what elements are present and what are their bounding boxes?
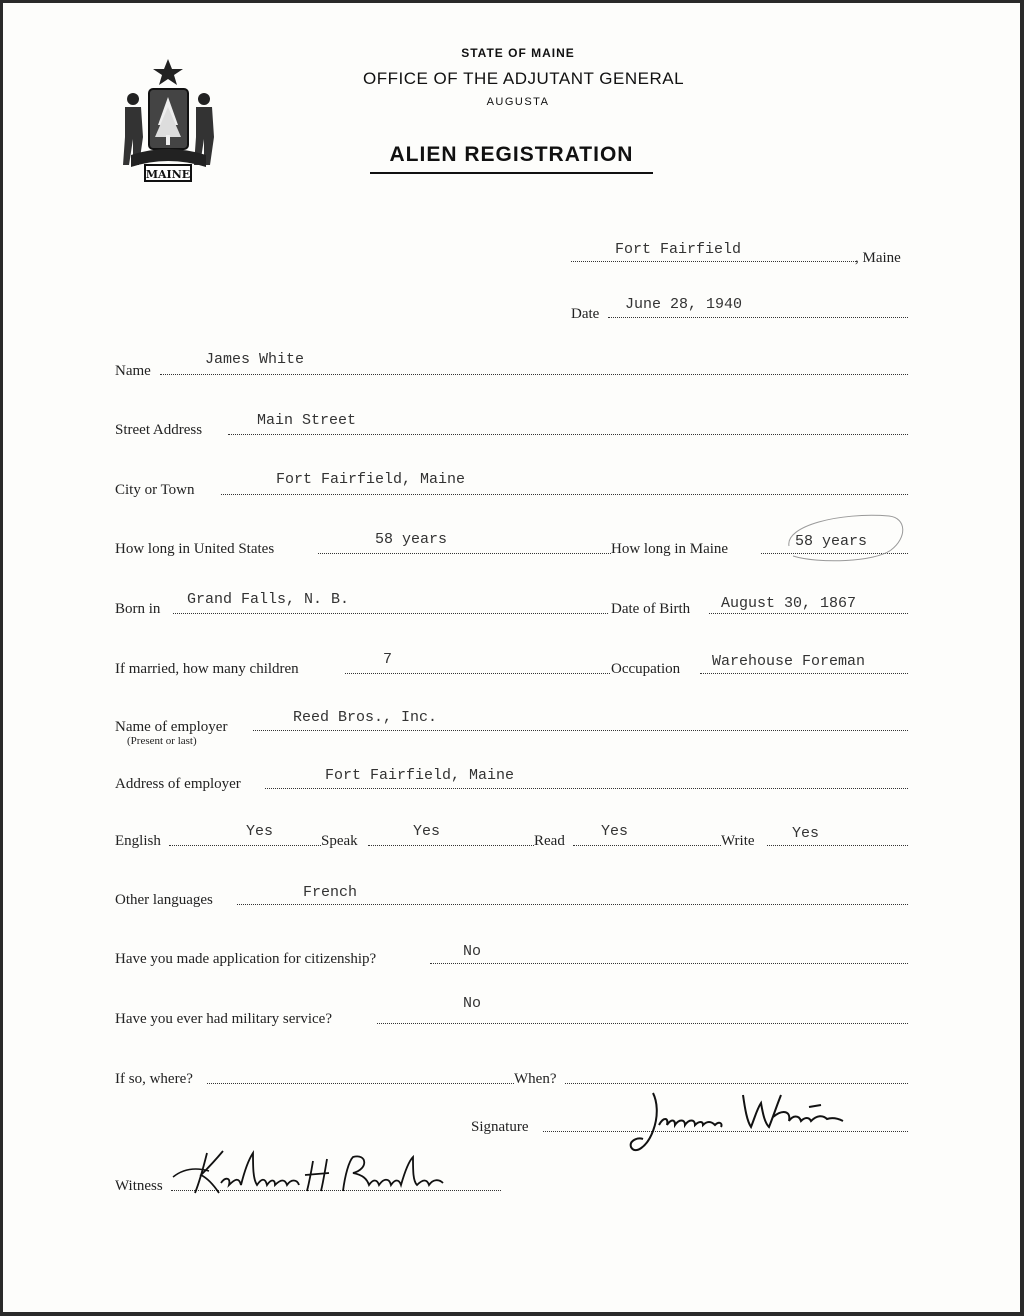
employer-name-value: Reed Bros., Inc.: [293, 709, 438, 726]
born-in-label: Born in: [115, 601, 161, 617]
city-or-town-value: Fort Fairfield, Maine: [276, 471, 466, 488]
pencil-circle-mark: [779, 508, 909, 566]
applicant-signature: [623, 1081, 863, 1161]
military-value: No: [463, 995, 482, 1012]
date-value: June 28, 1940: [625, 296, 743, 313]
other-languages-label: Other languages: [115, 892, 213, 908]
if-so-where-line: [207, 1083, 514, 1084]
employer-name-line: [253, 730, 908, 731]
other-languages-line: [237, 904, 908, 905]
children-value: 7: [383, 651, 393, 668]
citizenship-label: Have you made application for citizenship?: [115, 951, 377, 967]
city-or-town-label: City or Town: [115, 482, 195, 498]
english-value: Yes: [246, 823, 274, 840]
when-label: When?: [514, 1071, 557, 1087]
occupation-label: Occupation: [611, 661, 681, 677]
maine-seal-icon: [111, 55, 226, 185]
date-line: [608, 317, 908, 318]
svg-text:MAINE: MAINE: [145, 168, 191, 181]
read-line: [573, 845, 721, 846]
maine-label: , Maine: [855, 250, 901, 266]
military-line: [377, 1023, 908, 1024]
write-label: Write: [721, 833, 755, 849]
write-line: [767, 845, 908, 846]
employer-address-line: [265, 788, 908, 789]
born-in-line: [173, 613, 608, 614]
how-long-maine-value: 58 years: [795, 533, 868, 550]
date-label: Date: [571, 306, 600, 322]
born-in-value: Grand Falls, N. B.: [187, 591, 350, 608]
english-line: [169, 845, 321, 846]
military-label: Have you ever had military service?: [115, 1011, 332, 1027]
how-long-us-line: [318, 553, 611, 554]
employer-name-label: Name of employer: [115, 719, 228, 735]
how-long-us-value: 58 years: [375, 531, 448, 548]
registration-form: [3, 3, 1020, 1312]
signature-label: Signature: [471, 1119, 529, 1135]
street-address-label: Street Address: [115, 422, 203, 438]
witness-label: Witness: [115, 1178, 163, 1194]
occupation-value: Warehouse Foreman: [712, 653, 866, 670]
town-line: [571, 261, 856, 262]
date-of-birth-line: [709, 613, 908, 614]
town-value: Fort Fairfield: [615, 241, 742, 258]
city-heading: AUGUSTA: [486, 96, 550, 108]
state-heading: STATE OF MAINE: [461, 46, 575, 60]
speak-label: Speak: [321, 833, 358, 849]
children-label: If married, how many children: [115, 661, 299, 677]
employer-note: (Present or last): [127, 735, 197, 747]
employer-address-label: Address of employer: [115, 776, 241, 792]
if-so-where-label: If so, where?: [115, 1071, 193, 1087]
date-of-birth-label: Date of Birth: [611, 601, 691, 617]
read-value: Yes: [601, 823, 629, 840]
name-value: James White: [205, 351, 305, 368]
children-line: [345, 673, 610, 674]
form-title: ALIEN REGISTRATION: [370, 143, 653, 174]
city-or-town-line: [221, 494, 908, 495]
date-of-birth-value: August 30, 1867: [721, 595, 857, 612]
write-value: Yes: [792, 825, 820, 842]
speak-line: [368, 845, 534, 846]
read-label: Read: [534, 833, 565, 849]
office-heading: OFFICE OF THE ADJUTANT GENERAL: [363, 69, 685, 88]
speak-value: Yes: [413, 823, 441, 840]
name-label: Name: [115, 363, 151, 379]
citizenship-value: No: [463, 943, 482, 960]
citizenship-line: [430, 963, 908, 964]
how-long-us-label: How long in United States: [115, 541, 275, 557]
street-address-line: [228, 434, 908, 435]
other-languages-value: French: [303, 884, 358, 901]
occupation-line: [700, 673, 908, 674]
street-address-value: Main Street: [257, 412, 357, 429]
english-label: English: [115, 833, 161, 849]
witness-signature: [163, 1139, 483, 1199]
how-long-maine-label: How long in Maine: [611, 541, 729, 557]
employer-address-value: Fort Fairfield, Maine: [325, 767, 515, 784]
name-line: [160, 374, 908, 375]
